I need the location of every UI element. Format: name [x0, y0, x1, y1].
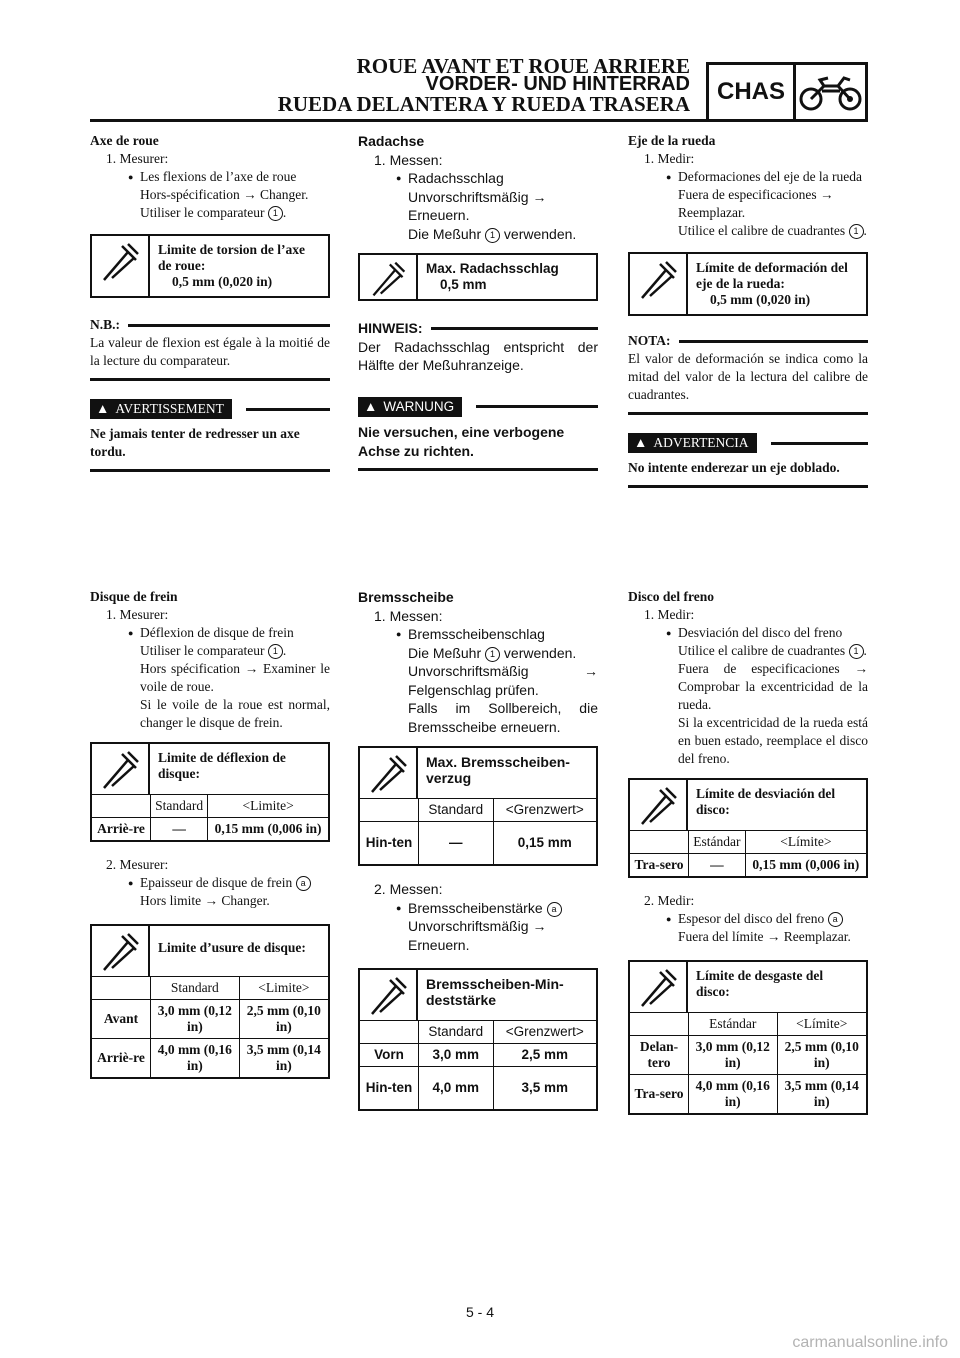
de-axle-title: Radachse [358, 133, 425, 149]
de-disc-item: ● Bremsscheibenschlag [358, 625, 598, 644]
fr-disc-step-2: 2. Mesurer: [106, 857, 169, 872]
de-note-text: Der Radachsschlag entspricht der Hälfte der Meßuhranzeige. [358, 338, 598, 373]
chapter-badge [706, 62, 868, 122]
de-disc-step-1: 1. Messen: [374, 607, 443, 624]
wrench-icon [360, 748, 418, 798]
es-warning-badge: ▲ ADVERTENCIA [628, 433, 757, 453]
de-axle-spec-box [358, 253, 598, 301]
de-disc-step-2: 2. Messen: [374, 881, 443, 897]
ref-marker-1: 1 [485, 228, 500, 243]
es-warning-header [628, 433, 868, 453]
de-warning-badge: ▲ WARNUNG [358, 397, 462, 418]
fr-axle-item: ● Les flexions de l’axe de roue [90, 168, 330, 186]
de-wear-title: Bremsscheiben-Min-deststärke [426, 976, 564, 1008]
es-note-text: El valor de deformación se indica como la mitad del valor de la lectura del calibre de cuadrantes. [628, 351, 868, 402]
fr-axle-section [90, 132, 330, 472]
es-wear-table: Estándar <Límite> Delan-tero 3,0 mm (0,12 in) 2,5 mm (0,10 in) Tra-sero 4,0 mm (0,16 in) 3,5 mm (0,14 in) [630, 1013, 866, 1113]
de-warning-text: Nie versuchen, eine verbogene Achse zu richten. [358, 424, 565, 459]
fr-note-text: La valeur de flexion est égale à la moitié de la lecture du comparateur. [90, 335, 330, 368]
ref-marker-1: 1 [849, 224, 864, 239]
es-axle-item: ● Deformaciones del eje de la rueda [628, 168, 868, 186]
es-wear-spec [628, 960, 868, 1115]
de-wear-spec [358, 968, 598, 1111]
fr-deflection-spec [90, 742, 330, 842]
es-disc-section [628, 588, 868, 1129]
fr-disc-tool: Utiliser le comparateur 1 . [140, 643, 287, 658]
es-disc-item: ● Desviación del disco del freno [628, 624, 868, 642]
es-disc-tool: Utilice el calibre de cuadrantes 1 . [678, 643, 867, 658]
es-axle-spec-box [628, 252, 868, 316]
warning-icon: ▲ [96, 401, 110, 416]
de-warning-header [358, 397, 598, 418]
es-disc-step-1: 1. Medir: [644, 607, 695, 622]
de-disc-thickness: ● Bremsscheibenstärke a [358, 899, 598, 918]
fr-wear-title: Limite d’usure de disque: [158, 940, 306, 955]
es-note-header: NOTA: [628, 332, 868, 350]
de-disc-title: Bremsscheibe [358, 589, 454, 605]
fr-disc-out-of-limit: Hors limite → Changer. [140, 893, 270, 908]
es-axle-out-of-spec: Fuera de especificaciones → Reemplazar. [678, 187, 834, 220]
es-disc-out-of-limit: Fuera del límite → Reemplazar. [678, 929, 851, 944]
fr-axle-spec: Limite de torsion de l’axe de roue: 0,5 mm (0,020 in) [158, 242, 305, 289]
es-axle-title: Eje de la rueda [628, 133, 716, 148]
ref-marker-a: a [296, 876, 311, 891]
de-deflection-table: Standard <Grenzwert> Hin-ten — 0,15 mm [360, 799, 596, 864]
wrench-icon [360, 970, 418, 1020]
de-note-header: HINWEIS: [358, 319, 598, 338]
page-number: 5 - 4 [465, 1304, 494, 1320]
de-deflection-title: Max. Bremsscheiben-verzug [426, 754, 570, 786]
motorcycle-icon [796, 65, 865, 119]
es-axle-spec: Límite de deformación del eje de la rueda: 0,5 mm (0,020 in) [696, 260, 848, 307]
de-axle-item: ● Radachsschlag [358, 169, 598, 188]
es-deflection-table: Estándar <Límite> Tra-sero — 0,15 mm (0,006 in) [630, 831, 866, 876]
de-axle-out-of-spec: Unvorschriftsmäßig → Erneuern. [408, 188, 547, 223]
ref-marker-1: 1 [849, 644, 864, 659]
de-disc-section [358, 588, 598, 1125]
warning-icon: ▲ [364, 398, 378, 414]
es-deflection-spec [628, 778, 868, 878]
fr-warning-text: Ne jamais tenter de redresser un axe tordu. [90, 426, 300, 459]
de-axle-section [358, 132, 598, 471]
de-disc-out-of-spec: Unvorschriftsmäßig → Felgenschlag prüfen. [408, 663, 598, 698]
fr-disc-replace: Si le voile de la roue est normal, changer le disque de frein. [140, 697, 330, 730]
de-deflection-spec [358, 746, 598, 866]
fr-deflection-table: Standard <Limite> Arriè-re — 0,15 mm (0,006 in) [92, 795, 328, 840]
fr-warning-header [90, 399, 330, 419]
es-disc-thickness: ● Espesor del disco del freno a [628, 910, 868, 928]
header-title-es: RUEDA DELANTERA Y RUEDA TRASERA [277, 92, 690, 116]
chapter-badge-label: CHAS [709, 65, 796, 119]
wrench-icon [630, 962, 688, 1012]
header-rule [90, 119, 868, 122]
de-axle-spec: Max. Radachsschlag 0,5 mm [426, 261, 559, 292]
de-axle-step-1: 1. Messen: [374, 151, 443, 168]
fr-disc-thickness: ● Epaisseur de disque de frein a [90, 874, 330, 892]
de-disc-replace: Falls im Sollbereich, die Bremsscheibe erneuern. [408, 700, 598, 735]
fr-axle-out-of-spec: Hors-spécification → Changer. [140, 187, 309, 202]
de-disc-out-of-limit: Unvorschriftsmäßig → Erneuern. [408, 918, 547, 953]
es-warning-text: No intente enderezar un eje doblado. [628, 460, 840, 475]
fr-axle-step-1: 1. Mesurer: [106, 151, 169, 166]
de-disc-tool: Die Meßuhr 1 verwenden. [408, 644, 577, 661]
fr-note-header: N.B.: [90, 316, 330, 334]
de-axle-tool: Die Meßuhr 1 verwenden. [408, 225, 577, 242]
fr-warning-badge: ▲ AVERTISSEMENT [90, 399, 232, 419]
es-disc-replace: Si la excentricidad de la rueda está en buen estado, reemplace el disco del freno. [678, 715, 868, 766]
fr-wear-table: Standard <Limite> Avant 3,0 mm (0,12 in) 2,5 mm (0,10 in) Arriè-re 4,0 mm (0,16 in) 3,5 mm (0,14 in) [92, 977, 328, 1077]
fr-axle-title: Axe de roue [90, 133, 159, 148]
ref-marker-1: 1 [268, 206, 283, 221]
wrench-icon [360, 255, 418, 299]
header-title-de: VORDER- UND HINTERRAD [425, 73, 690, 95]
wrench-icon [92, 236, 150, 296]
fr-disc-title: Disque de frein [90, 589, 178, 604]
fr-disc-step-1: 1. Mesurer: [106, 607, 169, 622]
warning-icon: ▲ [634, 435, 648, 450]
fr-axle-spec-box [90, 234, 330, 298]
ref-marker-1: 1 [268, 644, 283, 659]
fr-disc-section [90, 588, 330, 1093]
es-deflection-title: Límite de desviación del disco: [696, 786, 836, 817]
fr-disc-item: ● Déflexion de disque de frein [90, 624, 330, 642]
wrench-icon [92, 926, 150, 976]
es-axle-step-1: 1. Medir: [644, 151, 695, 166]
es-disc-title: Disco del freno [628, 589, 714, 604]
fr-disc-out-of-spec: Hors spécification → Examiner le voile de roue. [140, 661, 330, 694]
es-wear-title: Límite de desgaste del disco: [696, 968, 824, 999]
fr-axle-tool: Utiliser le comparateur 1 . [140, 205, 287, 220]
ref-marker-1: 1 [485, 647, 500, 662]
watermark: carmanualsonline.info [792, 1334, 948, 1351]
header-title-fr: ROUE AVANT ET ROUE ARRIERE [356, 54, 690, 78]
fr-deflection-title: Limite de déflexion de disque: [158, 750, 286, 781]
ref-marker-a: a [828, 912, 843, 927]
ref-marker-a: a [547, 902, 562, 917]
wrench-icon [630, 254, 688, 314]
es-disc-step-2: 2. Medir: [644, 893, 695, 908]
fr-wear-spec [90, 924, 330, 1079]
es-axle-tool: Utilice el calibre de cuadrantes 1 . [678, 223, 867, 238]
de-wear-table: Standard <Grenzwert> Vorn 3,0 mm 2,5 mm Hin-ten 4,0 mm 3,5 mm [360, 1021, 596, 1109]
wrench-icon [630, 780, 688, 830]
wrench-icon [92, 744, 150, 794]
es-axle-section [628, 132, 868, 488]
es-disc-out-of-spec: Fuera de especificaciones → Comprobar la excentricidad de la rueda. [678, 661, 868, 712]
